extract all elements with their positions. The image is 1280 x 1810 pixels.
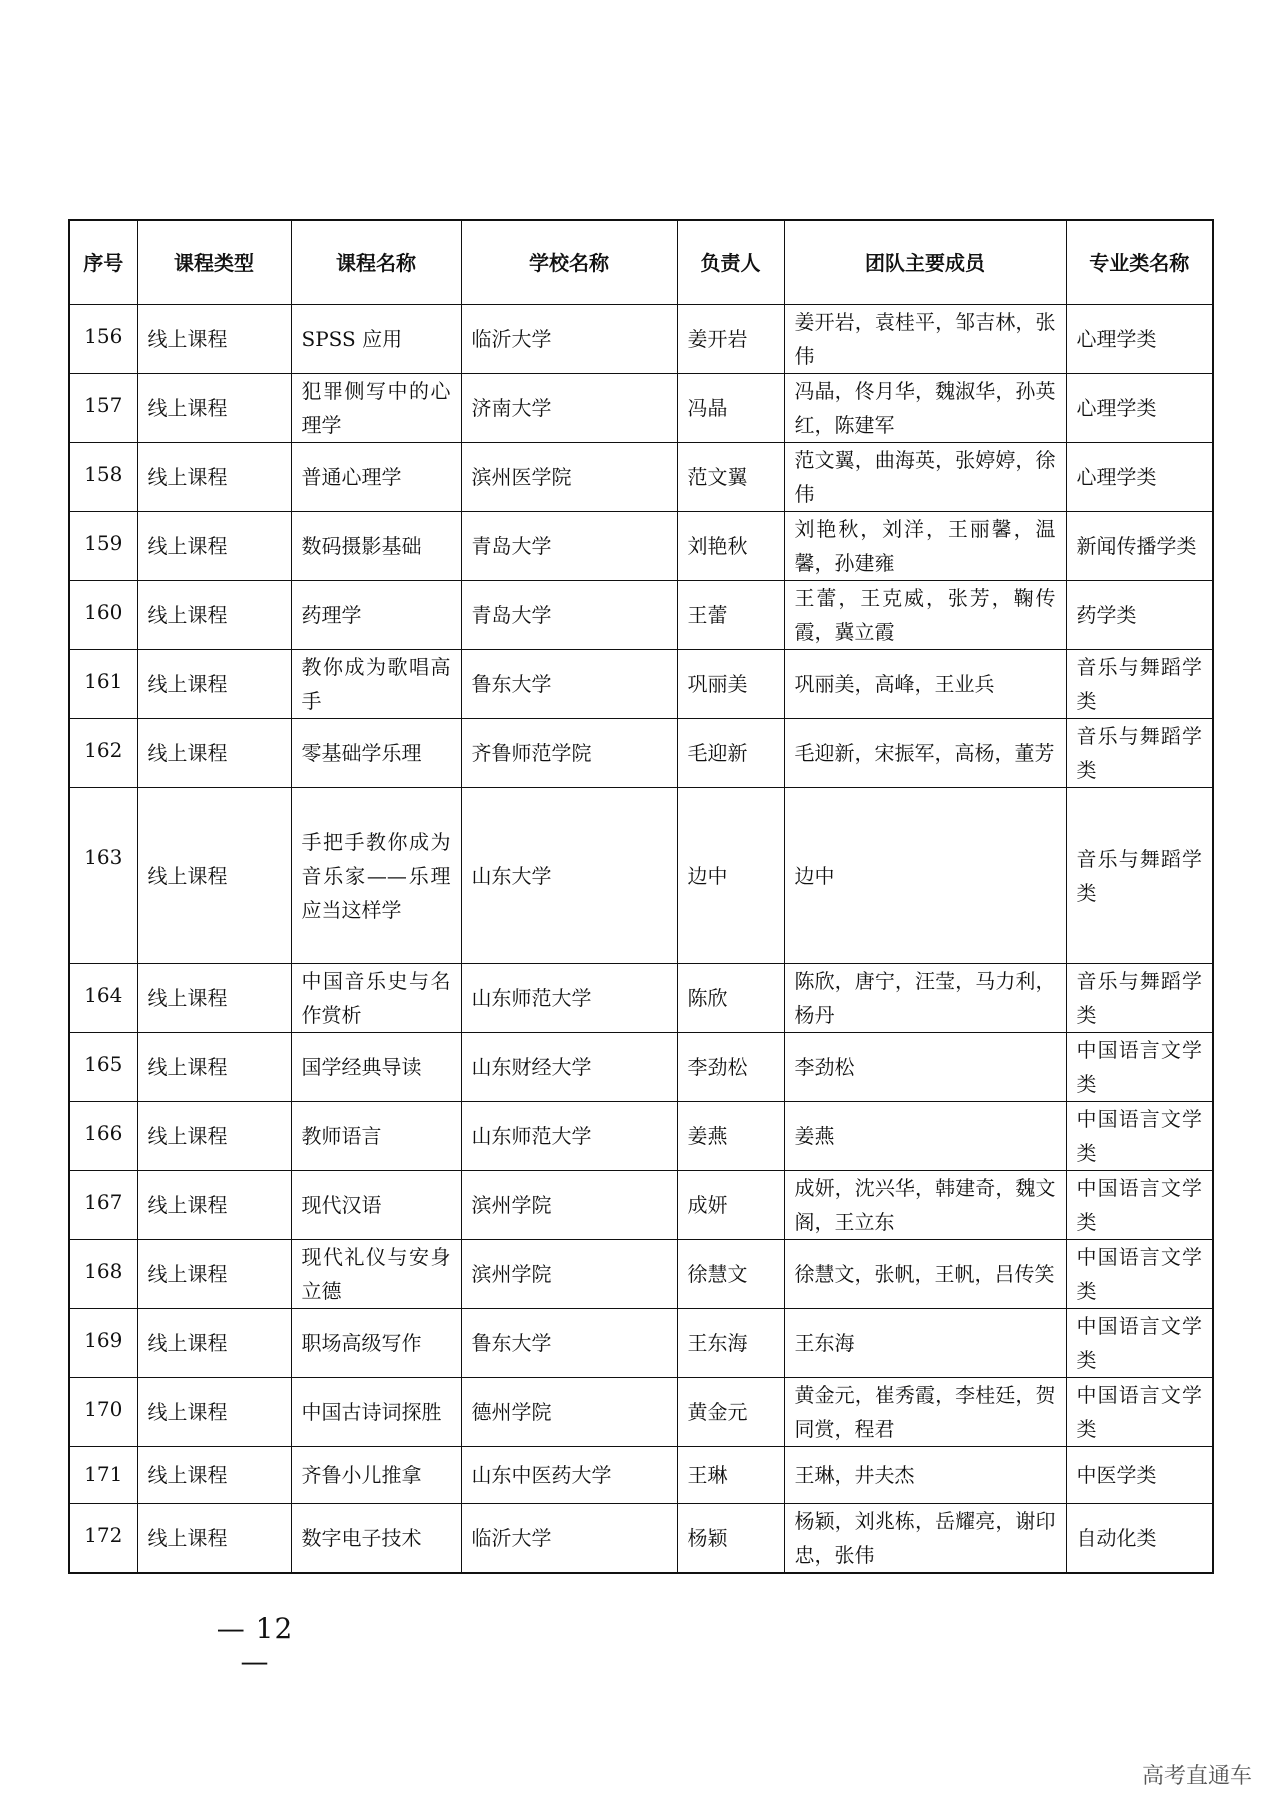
- table-row: [69, 443, 1213, 512]
- table-row: [69, 1102, 1213, 1171]
- cell-major-category: 新闻传播学类: [1066, 512, 1213, 581]
- cell-course-type: 线上课程: [137, 1309, 291, 1378]
- cell-course-name: 现代汉语: [291, 1171, 461, 1240]
- cell-team-members: 姜燕: [784, 1102, 1066, 1171]
- cell-index: 172: [69, 1504, 137, 1574]
- course-table: [68, 219, 1214, 1574]
- table-row: [69, 512, 1213, 581]
- cell-course-type: 线上课程: [137, 650, 291, 719]
- cell-course-type: 线上课程: [137, 788, 291, 964]
- cell-team-members: 陈欣，唐宁，汪莹，马力利，杨丹: [784, 964, 1066, 1033]
- cell-course-type: 线上课程: [137, 1240, 291, 1309]
- cell-lead: 边中: [677, 788, 784, 964]
- cell-course-name: 职场高级写作: [291, 1309, 461, 1378]
- table-row: [69, 964, 1213, 1033]
- cell-lead: 黄金元: [677, 1378, 784, 1447]
- cell-index: 160: [69, 581, 137, 650]
- cell-school-name: 临沂大学: [461, 1504, 677, 1574]
- table-row: [69, 305, 1213, 374]
- cell-school-name: 临沂大学: [461, 305, 677, 374]
- cell-course-type: 线上课程: [137, 1033, 291, 1102]
- header-course-name: 课程名称: [291, 220, 461, 305]
- cell-lead: 姜开岩: [677, 305, 784, 374]
- cell-team-members: 姜开岩，袁桂平，邹吉林，张伟: [784, 305, 1066, 374]
- table-row: [69, 719, 1213, 788]
- cell-lead: 王东海: [677, 1309, 784, 1378]
- cell-school-name: 德州学院: [461, 1378, 677, 1447]
- header-school-name: 学校名称: [461, 220, 677, 305]
- cell-lead: 王蕾: [677, 581, 784, 650]
- cell-course-name: 中国古诗词探胜: [291, 1378, 461, 1447]
- cell-lead: 姜燕: [677, 1102, 784, 1171]
- cell-school-name: 青岛大学: [461, 512, 677, 581]
- cell-major-category: 中国语言文学类: [1066, 1378, 1213, 1447]
- cell-course-type: 线上课程: [137, 1171, 291, 1240]
- table-header-row: [69, 220, 1213, 305]
- cell-school-name: 山东大学: [461, 788, 677, 964]
- cell-index: 163: [69, 788, 137, 964]
- cell-school-name: 鲁东大学: [461, 650, 677, 719]
- table-body: [69, 305, 1213, 1574]
- cell-course-name: 数字电子技术: [291, 1504, 461, 1574]
- cell-major-category: 自动化类: [1066, 1504, 1213, 1574]
- table-row: [69, 1171, 1213, 1240]
- cell-course-type: 线上课程: [137, 964, 291, 1033]
- table-row: [69, 374, 1213, 443]
- header-team-members: 团队主要成员: [784, 220, 1066, 305]
- table-row: [69, 581, 1213, 650]
- cell-course-name: 现代礼仪与安身立德: [291, 1240, 461, 1309]
- table-row: [69, 1033, 1213, 1102]
- cell-index: 171: [69, 1447, 137, 1504]
- cell-school-name: 济南大学: [461, 374, 677, 443]
- cell-course-type: 线上课程: [137, 581, 291, 650]
- cell-index: 157: [69, 374, 137, 443]
- cell-index: 166: [69, 1102, 137, 1171]
- cell-team-members: 巩丽美，高峰，王业兵: [784, 650, 1066, 719]
- cell-school-name: 山东师范大学: [461, 1102, 677, 1171]
- cell-team-members: 徐慧文，张帆，王帆，吕传笑: [784, 1240, 1066, 1309]
- cell-school-name: 齐鲁师范学院: [461, 719, 677, 788]
- cell-major-category: 心理学类: [1066, 305, 1213, 374]
- table-row: [69, 650, 1213, 719]
- cell-major-category: 中国语言文学类: [1066, 1309, 1213, 1378]
- cell-school-name: 山东财经大学: [461, 1033, 677, 1102]
- cell-team-members: 李劲松: [784, 1033, 1066, 1102]
- cell-course-type: 线上课程: [137, 1102, 291, 1171]
- cell-index: 167: [69, 1171, 137, 1240]
- course-table-container: [68, 219, 1212, 1574]
- header-course-type: 课程类型: [137, 220, 291, 305]
- cell-team-members: 边中: [784, 788, 1066, 964]
- cell-major-category: 中国语言文学类: [1066, 1033, 1213, 1102]
- cell-course-name: 手把手教你成为音乐家——乐理应当这样学: [291, 788, 461, 964]
- cell-index: 165: [69, 1033, 137, 1102]
- cell-team-members: 王蕾，王克威，张芳，鞠传霞，冀立霞: [784, 581, 1066, 650]
- cell-course-type: 线上课程: [137, 1378, 291, 1447]
- cell-index: 159: [69, 512, 137, 581]
- header-lead: 负责人: [677, 220, 784, 305]
- cell-index: 169: [69, 1309, 137, 1378]
- table-row: [69, 1447, 1213, 1504]
- cell-team-members: 毛迎新，宋振军，高杨，董芳: [784, 719, 1066, 788]
- cell-lead: 成妍: [677, 1171, 784, 1240]
- cell-index: 168: [69, 1240, 137, 1309]
- cell-major-category: 心理学类: [1066, 443, 1213, 512]
- header-index: 序号: [69, 220, 137, 305]
- cell-school-name: 滨州医学院: [461, 443, 677, 512]
- cell-team-members: 成妍，沈兴华，韩建奇，魏文阁，王立东: [784, 1171, 1066, 1240]
- cell-school-name: 滨州学院: [461, 1171, 677, 1240]
- cell-course-type: 线上课程: [137, 1504, 291, 1574]
- cell-index: 162: [69, 719, 137, 788]
- cell-course-type: 线上课程: [137, 719, 291, 788]
- cell-school-name: 山东师范大学: [461, 964, 677, 1033]
- cell-course-name: 药理学: [291, 581, 461, 650]
- cell-team-members: 黄金元，崔秀霞，李桂廷，贺同赏，程君: [784, 1378, 1066, 1447]
- table-row: [69, 1309, 1213, 1378]
- cell-team-members: 冯晶，佟月华，魏淑华，孙英红，陈建军: [784, 374, 1066, 443]
- cell-lead: 冯晶: [677, 374, 784, 443]
- cell-course-name: 零基础学乐理: [291, 719, 461, 788]
- cell-lead: 毛迎新: [677, 719, 784, 788]
- page-number: — 12 —: [216, 1612, 294, 1678]
- cell-major-category: 中国语言文学类: [1066, 1171, 1213, 1240]
- cell-index: 164: [69, 964, 137, 1033]
- cell-lead: 范文翼: [677, 443, 784, 512]
- cell-index: 158: [69, 443, 137, 512]
- table-row: [69, 1240, 1213, 1309]
- cell-course-name: 犯罪侧写中的心理学: [291, 374, 461, 443]
- cell-lead: 陈欣: [677, 964, 784, 1033]
- table-row: [69, 1504, 1213, 1574]
- cell-major-category: 音乐与舞蹈学类: [1066, 719, 1213, 788]
- cell-course-name: 教你成为歌唱高手: [291, 650, 461, 719]
- cell-major-category: 音乐与舞蹈学类: [1066, 650, 1213, 719]
- cell-team-members: 杨颖，刘兆栋，岳耀亮，谢印忠，张伟: [784, 1504, 1066, 1574]
- cell-major-category: 音乐与舞蹈学类: [1066, 788, 1213, 964]
- cell-course-name: 数码摄影基础: [291, 512, 461, 581]
- table-row: [69, 788, 1213, 964]
- cell-team-members: 刘艳秋，刘洋，王丽馨，温馨，孙建雍: [784, 512, 1066, 581]
- cell-major-category: 药学类: [1066, 581, 1213, 650]
- cell-lead: 巩丽美: [677, 650, 784, 719]
- watermark: 高考直通车: [1141, 1764, 1252, 1789]
- cell-school-name: 鲁东大学: [461, 1309, 677, 1378]
- cell-major-category: 中医学类: [1066, 1447, 1213, 1504]
- cell-team-members: 范文翼，曲海英，张婷婷，徐伟: [784, 443, 1066, 512]
- cell-lead: 王琳: [677, 1447, 784, 1504]
- cell-index: 170: [69, 1378, 137, 1447]
- cell-index: 156: [69, 305, 137, 374]
- cell-course-type: 线上课程: [137, 305, 291, 374]
- cell-course-type: 线上课程: [137, 512, 291, 581]
- cell-school-name: 滨州学院: [461, 1240, 677, 1309]
- cell-lead: 刘艳秋: [677, 512, 784, 581]
- cell-major-category: 心理学类: [1066, 374, 1213, 443]
- cell-course-name: 齐鲁小儿推拿: [291, 1447, 461, 1504]
- cell-school-name: 青岛大学: [461, 581, 677, 650]
- cell-course-name: 教师语言: [291, 1102, 461, 1171]
- cell-major-category: 中国语言文学类: [1066, 1240, 1213, 1309]
- cell-course-type: 线上课程: [137, 443, 291, 512]
- cell-school-name: 山东中医药大学: [461, 1447, 677, 1504]
- cell-course-type: 线上课程: [137, 374, 291, 443]
- cell-major-category: 中国语言文学类: [1066, 1102, 1213, 1171]
- cell-team-members: 王琳，井夫杰: [784, 1447, 1066, 1504]
- cell-course-name: 普通心理学: [291, 443, 461, 512]
- cell-lead: 徐慧文: [677, 1240, 784, 1309]
- cell-major-category: 音乐与舞蹈学类: [1066, 964, 1213, 1033]
- cell-course-name: 国学经典导读: [291, 1033, 461, 1102]
- table-row: [69, 1378, 1213, 1447]
- header-major-category: 专业类名称: [1066, 220, 1213, 305]
- cell-team-members: 王东海: [784, 1309, 1066, 1378]
- cell-lead: 李劲松: [677, 1033, 784, 1102]
- cell-course-type: 线上课程: [137, 1447, 291, 1504]
- cell-index: 161: [69, 650, 137, 719]
- cell-course-name: 中国音乐史与名作赏析: [291, 964, 461, 1033]
- cell-lead: 杨颖: [677, 1504, 784, 1574]
- cell-course-name: SPSS 应用: [291, 305, 461, 374]
